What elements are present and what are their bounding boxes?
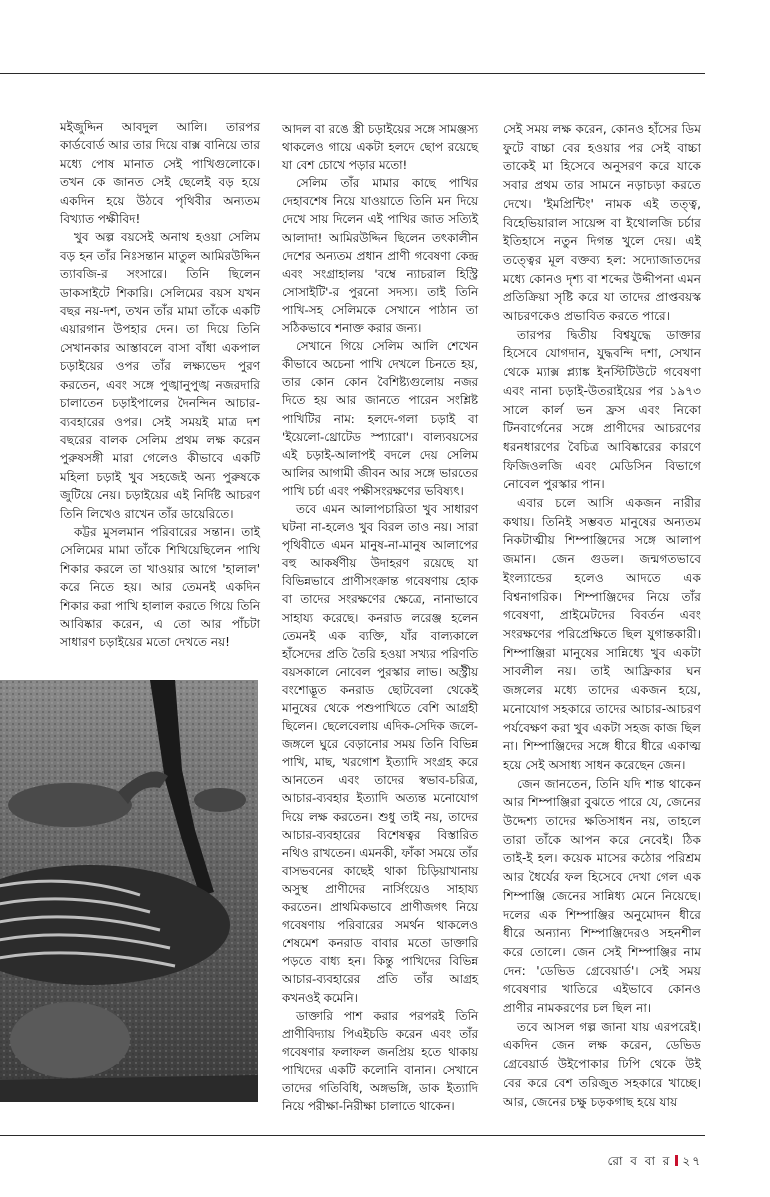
footer-divider (675, 1155, 678, 1166)
paragraph: সেই সময় লক্ষ করেন, কোনও হাঁসের ডিম ফুটে বাচ্চা বের হওয়ার পর সেই বাচ্চা তাকেই মা হিসেবে অনুসরণ করে যাকে সবার প্রথম তার সামনে নড়াচড়া করতে দেখে। 'ইমপ্রিন্টিং' নামক এই তত্ত্ব, বিহেভিয়ারাল সায়েন্স বা ইথোলজি চর্চার ইতিহাসে নতুন দিগন্ত খুলে দেয়। এই তত্ত্বের মূল বক্তব্য হল: সদ্যোজাতদের মধ্যে কোনও দৃশ্য বা শব্দের উদ্দীপনা এমন প্রতিক্রিয়া সৃষ্টি করে যা তাদের প্রাপ্তবয়স্ক আচরণকেও প্রভাবিত করতে পারে। (503, 122, 701, 324)
paragraph: খুব অল্প বয়সেই অনাথ হওয়া সেলিম বড় হন তাঁর নিঃসন্তান মাতুল আমিরউদ্দিন ত্যাবজি-র সংসারে। তিনি ছিলেন ডাকসাইটে শিকারি। সেলিমের বয়স যখন বছর নয়-দশ, তখন তাঁর মামা তাঁকে একটি এয়ারগান উপহার দেন। তা দিয়ে তিনি সেখানকার আস্তাবলে বাসা বাঁধা একপাল চড়াইয়ের ওপর তাঁর লক্ষ্যভেদ পুরণ করতেন, এবং সঙ্গে পুঙ্খানুপুঙ্খ নজরদারি চালাতেন চড়াইপালের দৈনন্দিন আচার-ব্যবহারের ওপর। সেই সময়ই মাত্র দশ বছরের বালক সেলিম প্রথম লক্ষ করেন পুরুষসঙ্গী মারা গেলেও কীভাবে একটি মহিলা চড়াই খুব সহজেই অন্য পুরুষকে জুটিয়ে নেয়। চড়াইয়ের এই নির্দিষ্ট আচরণ তিনি লিখেও রাখেন তাঁর ডায়েরিতে। (60, 230, 260, 521)
paragraph: তবে এমন আলাপচারিতা খুব সাধারণ ঘটনা না-হলেও খুব বিরল তাও নয়। সারা পৃথিবীতে এমন মানুষ-না-মানুষ আলাপের বহু আকর্ষণীয় উদাহরণ রয়েছে যা বিভিন্নভাবে প্রাণীসংক্রান্ত গবেষণায় হোক বা তাদের সংরক্ষণের ক্ষেত্রে, নানাভাবে সাহায্য করেছে। কনরাড লরেঞ্জ হলেন তেমনই এক ব্যক্তি, যাঁর বাল্যকালে হাঁসেদের প্রতি তৈরি হওয়া সখ্যর পরিণতি বয়সকালে নোবেল পুরস্কার লাভ। অস্ট্রীয় বংশোদ্ভূত কনরাড ছোটবেলা থেকেই মানুষের থেকে পশুপাখিতে বেশি আগ্রহী ছিলেন। ছেলেবেলায় এদিক-সেদিক জলে-জঙ্গলে ঘুরে বেড়ানোর সময় তিনি বিভিন্ন পাখি, মাছ, খরগোশ ইত্যাদি সংগ্রহ করে আনতেন এবং তাদের স্বভাব-চরিত্র, আচার-ব্যবহার ইত্যাদি অত্যন্ত মনোযোগ দিয়ে লক্ষ করতেন। শুধু তাই নয়, তাদের আচার-ব্যবহারের বিশেষত্বর বিস্তারিত নথিও রাখতেন। এমনকী, ফাঁকা সময়ে তাঁর বাসভবনের কাছেই থাকা চিড়িয়াখানায় অসুস্থ প্রাণীদের নার্সিংয়েও সাহায্য করতেন। প্রাথমিকভাবে প্রাণীজগৎ নিয়ে গবেষণায় পরিবারের সমর্থন থাকলেও শেষমেশ কনরাড বাবার মতো ডাক্তারি পড়তে বাধ্য হন। কিন্তু পাখিদের বিভিন্ন আচার-ব্যবহারের প্রতি তাঁর আগ্রহ কখনওই কমেনি। (282, 501, 478, 1005)
paragraph: জেন জানতেন, তিনি যদি শান্ত থাকেন আর শিম্পাঞ্জিরা বুঝতে পারে যে, জেনের উদ্দেশ্য তাদের ক্ষতিসাধন নয়, তাহলে তারা তাঁকে আপন করে নেবেই। ঠিক তাই-ই হল। কয়েক মাসের কঠোর পরিশ্রম আর ধৈর্যের ফল হিসেবে দেখা গেল এক শিম্পাঞ্জি জেনের সান্নিধ্য মেনে নিয়েছে। দলের এক শিম্পাঞ্জির অনুমোদন ধীরে ধীরে অন্যান্য শিম্পাঞ্জিদেরও সহনশীল করে তোলে। জেন সেই শিম্পাঞ্জির নাম দেন: 'ডেভিড গ্রেবেয়ার্ড'। সেই সময় গবেষণার খাতিরে এইভাবে কোনও প্রাণীর নামকরণের চল ছিল না। (503, 776, 701, 1016)
goose-back (8, 783, 132, 827)
footer-rule (0, 1135, 705, 1136)
paragraph: তবে আসল গল্প জানা যায় এরপরেই। একদিন জেন লক্ষ করেন, ডেভিড গ্রেবেয়ার্ড উইপোকার ঢিপি থেকে উই বের করে বেশ তরিজুত সহকারে খাচ্ছে। আর, জেনের চক্ষু চড়কগাছ হয়ে যায় (503, 1019, 701, 1109)
paragraph: কট্টর মুসলমান পরিবারের সন্তান। তাই সেলিমের মামা তাঁকে শিখিয়েছিলেন পাখি শিকার করলে তা খাওয়ার আগে 'হালাল' করে নিতে হয়। আর তেমনই একদিন শিকার করা পাখি হালাল করতে গিয়ে তিনি আবিষ্কার করেন, এ তো আর পাঁচটা সাধারণ চড়াইয়ের মতো দেখতে নয়! (60, 524, 260, 650)
gosling (10, 1002, 130, 1078)
geese-illustration (0, 680, 258, 1102)
paragraph: তারপর দ্বিতীয় বিশ্বযুদ্ধে ডাক্তার হিসেবে যোগদান, যুদ্ধবন্দি দশা, সেখান থেকে ম্যাক্স প্ল্যাঙ্ক ইনস্টিটিউটে গবেষণা এবং নানা চড়াই-উতরাইয়ের পর ১৯৭৩ সালে কার্ল ভন ফ্রস এবং নিকো টিনবার্গেনের সঙ্গে প্রাণীদের আচরণের ধরনধারণের বৈচিত্র আবিষ্কারের কারণে ফিজিওলজি এবং মেডিসিন বিভাগে নোবেল পুরস্কার পান। (503, 327, 701, 492)
paragraph: মইজুদ্দিন আবদুল আলি। তারপর কার্ডবোর্ড আর তার দিয়ে বাক্স বানিয়ে তার মধ্যে পোষ মানাত সেই পাখিগুলোকে। তখন কে জানত সেই ছেলেই বড় হয়ে একদিন হয়ে উঠবে পৃথিবীর অন্যতম বিখ্যাত পক্ষীবিদ! (60, 120, 260, 227)
header-rule (0, 73, 705, 74)
paragraph: সেলিম তাঁর মামার কাছে পাখির দেহাবশেষ নিয়ে যাওয়াতে তিনি মন দিয়ে দেখে সায় দিলেন এই পাখির জাত সত্যিই আলাদা! আমিরউদ্দিন ছিলেন তৎকালীন দেশের অন্যতম প্রধান প্রাণী গবেষণা কেন্দ্র এবং সংগ্রাহালয় 'বম্বে ন্যাচরাল হিস্ট্রি সোসাইটি'-র পুরনো সদস্য। তাই তিনি পাখি-সহ সেলিমকে সেখানে পাঠান তা সঠিকভাবে শনাক্ত করার জন্য। (282, 176, 478, 336)
page-footer (608, 1153, 702, 1173)
paragraph: সেখানে গিয়ে সেলিম আলি শেখেন কীভাবে অচেনা পাখি দেখলে চিনতে হয়, তার কোন কোন বৈশিষ্ট্যগুলোয় নজর দিতে হয় আর জানতে পারেন সংশ্লিষ্ট পাখিটির নাম: হলদে-গলা চড়াই বা 'ইয়েলো-থ্রোটেড স্প্যারো'। বাল্যবয়সের এই চড়াই-আলাপই বদলে দেয় সেলিম আলির আগামী জীবন আর সঙ্গে ভারতের পাখি চর্চা এবং পক্ষীসংরক্ষণের ভবিষ্যৎ। (282, 339, 478, 498)
magazine-name: রো ব বা র (607, 1154, 672, 1168)
paragraph: ডাক্তারি পাশ করার পরপরই তিনি প্রাণীবিদ্যায় পিএইচডি করেন এবং তাঁর গবেষণার ফলাফল জনপ্রিয় হতে থাকায় পাখিদের একটি কলোনি বানান। সেখানে তাদের গতিবিধি, অঙ্গভঙ্গি, ডাক ইত্যাদি নিয়ে পরীক্ষা-নিরীক্ষা চালাতে থাকেন। (282, 1008, 478, 1114)
paragraph: এবার চলে আসি একজন নারীর কথায়। তিনিই সম্ভবত মানুষের অন্যতম নিকটাত্মীয় শিম্পাঞ্জিদের সঙ্গে আলাপ জমান। জেন গুডল। জন্মগতভাবে ইংল্যান্ডের হলেও আদতে এক বিশ্বনাগরিক। শিম্পাঞ্জিদের নিয়ে তাঁর গবেষণা, প্রাইমেটদের বিবর্তন এবং সংরক্ষণের পরিপ্রেক্ষিতে ছিল যুগান্তকারী। শিম্পাঞ্জিরা মানুষের সান্নিধ্যে খুব একটা সাবলীল নয়। তাই আফ্রিকার ঘন জঙ্গলের মধ্যে তাদের একজন হয়ে, মনোযোগ সহকারে তাদের আচার-আচরণ পর্যবেক্ষণ করা খুব একটা সহজ কাজ ছিল না। শিম্পাঞ্জিদের সঙ্গে ধীরে ধীরে একাত্ম হয়ে সেই অসাধ্য সাধন করেছেন জেন। (503, 496, 701, 772)
geese-photo (0, 680, 258, 1102)
paragraph: আদল বা রঙে স্ত্রী চড়াইয়ের সঙ্গে সামঞ্জস্য থাকলেও গায়ে একটা হলদে ছোপ রয়েছে যা বেশ চোখে পড়ার মতো! (282, 122, 478, 173)
article-column-2 (282, 120, 478, 1115)
article-column-1 (60, 118, 260, 652)
article-column-3 (503, 120, 701, 1111)
page-number: ২৭ (682, 1154, 702, 1168)
